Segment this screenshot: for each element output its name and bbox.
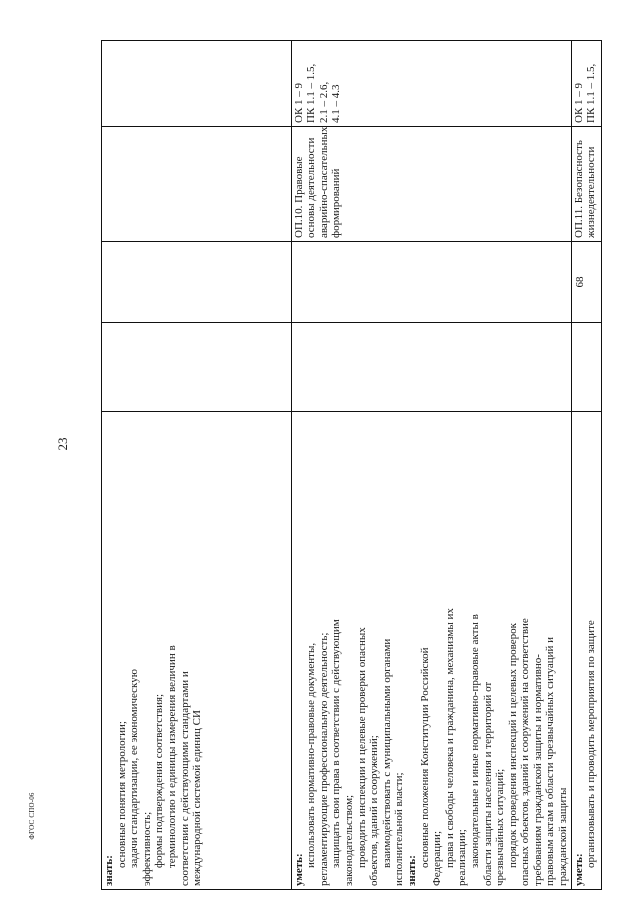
cell-line: 2.1 – 2.6, bbox=[317, 81, 330, 123]
cell-line: ПК 1.1 – 1.5, bbox=[305, 63, 318, 123]
section-heading: уметь: bbox=[572, 853, 585, 886]
discipline-cell bbox=[292, 126, 571, 241]
cell-line: жизнедеятельности bbox=[585, 146, 598, 238]
section-heading: знать: bbox=[103, 855, 115, 886]
cell-line: аварийно-спасательных bbox=[317, 126, 330, 238]
content-line: использовать нормативно-правовые документы, bbox=[305, 642, 318, 868]
cell-line: основы деятельности bbox=[305, 137, 318, 238]
content-line: основные понятия метрологии; bbox=[115, 721, 128, 868]
content-line: требованиям гражданской защиты и нормативно- bbox=[531, 654, 544, 886]
competencies-cell bbox=[572, 41, 601, 126]
competencies-cell bbox=[292, 41, 571, 126]
content-line: взаимодействовать с муниципальными органами bbox=[380, 638, 393, 868]
content-line: исполнительной власти; bbox=[393, 772, 406, 886]
content-cell bbox=[102, 411, 291, 889]
content-line: Федерации; bbox=[431, 830, 444, 886]
discipline-cell bbox=[102, 126, 291, 241]
cell-line: 4.1 – 4.3 bbox=[330, 84, 343, 123]
table-row bbox=[572, 41, 601, 889]
content-line: основные положения Конституции Российской bbox=[418, 647, 431, 868]
content-line: эффективность; bbox=[140, 811, 153, 886]
content-line: соответствии с действующими стандартами и bbox=[178, 671, 191, 886]
content-line: защищать свои права в соответствии с действующим bbox=[330, 619, 343, 868]
competencies-cell bbox=[102, 41, 291, 126]
content-line: терминологию и единицы измерения величин в bbox=[165, 645, 178, 868]
hours-cell bbox=[292, 241, 571, 322]
discipline-cell bbox=[572, 126, 601, 241]
content-line: организовывать и проводить мероприятия по защите bbox=[585, 620, 598, 868]
content-line: гражданской защиты bbox=[557, 787, 570, 886]
cell-line: ПК 1.1 – 1.5, bbox=[585, 63, 598, 123]
content-cell bbox=[292, 411, 571, 889]
table-row bbox=[292, 41, 572, 889]
content-line: опасных объектов, зданий и сооружений на соответствие bbox=[519, 618, 532, 886]
total-hours-cell bbox=[292, 322, 571, 411]
cell-line: ОП.11. Безопасность bbox=[572, 140, 585, 238]
table-row bbox=[102, 41, 292, 889]
cell-line: ОК 1 – 9 bbox=[292, 82, 305, 123]
document-code: ФГОС СПО-06 bbox=[28, 792, 36, 840]
cell-line: формирований bbox=[330, 168, 343, 238]
curriculum-table bbox=[101, 40, 602, 890]
hours-cell bbox=[102, 241, 291, 322]
content-line: правовым актам в области чрезвычайных ситуаций и bbox=[544, 636, 557, 886]
total-hours-cell bbox=[102, 322, 291, 411]
content-line: законодательством; bbox=[342, 794, 355, 886]
content-line: законодательные и иные нормативно-правовые акты в bbox=[468, 614, 481, 868]
content-line: области защиты населения и территорий от bbox=[481, 681, 494, 886]
content-line: формы подтверждения соответствия; bbox=[153, 693, 166, 868]
section-heading: знать: bbox=[405, 855, 418, 886]
content-line: задачи стандартизации, ее экономическую bbox=[128, 669, 141, 868]
content-line: права и свободы человека и гражданина, механизмы их bbox=[443, 608, 456, 868]
cell-line: ОП.10. Правовые bbox=[292, 156, 305, 238]
total-hours-cell bbox=[572, 322, 601, 411]
section-heading: уметь: bbox=[292, 853, 305, 886]
page-number: 23 bbox=[55, 437, 70, 451]
hours-cell: 68 bbox=[572, 241, 601, 322]
content-cell bbox=[572, 411, 601, 889]
content-line: международной системой единиц СИ bbox=[191, 710, 204, 886]
content-line: чрезвычайных ситуаций; bbox=[494, 768, 507, 886]
content-line: проводить инспекции и целевые проверки опасных bbox=[355, 627, 368, 868]
content-line: реализации; bbox=[456, 829, 469, 886]
cell-line: ОК 1 – 9 bbox=[572, 82, 585, 123]
content-line: объектов, зданий и сооружений; bbox=[368, 735, 381, 886]
content-line: регламентирующие профессиональную деятельность; bbox=[317, 632, 330, 886]
content-line: порядок проведения инспекций и целевых проверок bbox=[506, 623, 519, 868]
